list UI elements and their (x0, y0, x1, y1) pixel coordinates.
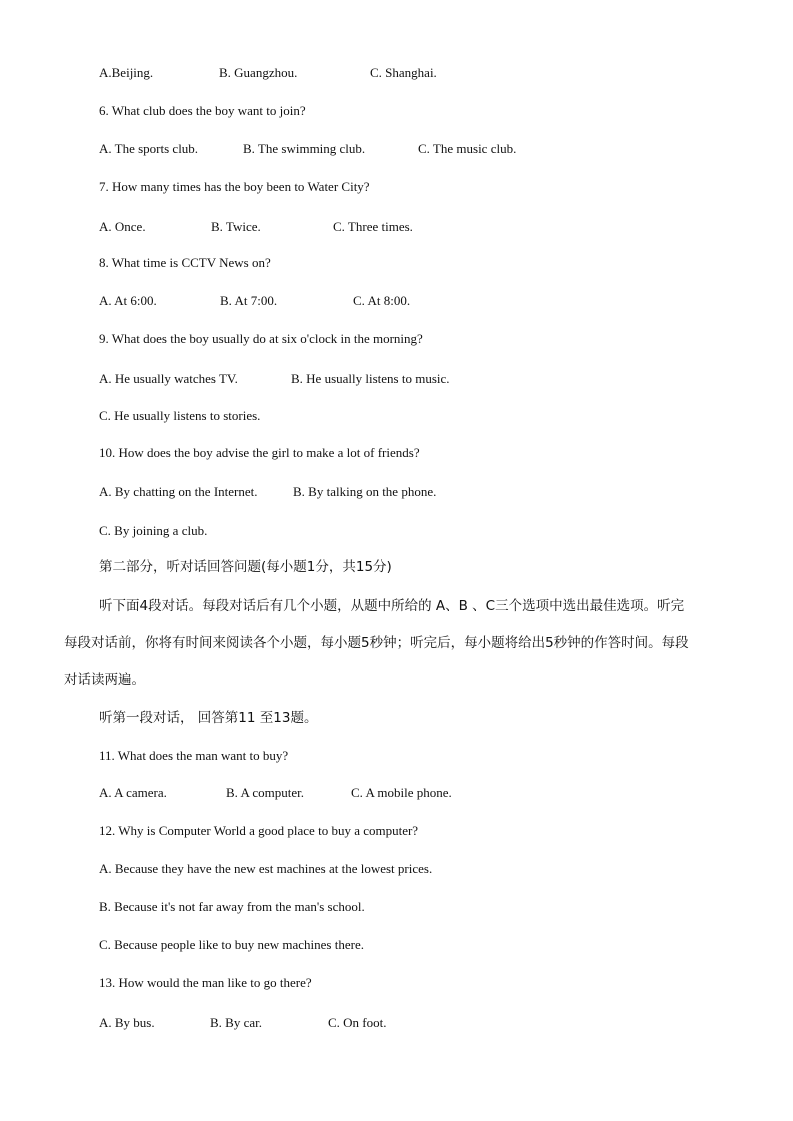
q10-option-a: A. By chatting on the Internet. (99, 484, 258, 499)
section-intro: 听第一段对话， 回答第11 至13题。 (99, 710, 318, 726)
part2-instructions-line1: 听下面4段对话。每段对话后有几个小题，从题中所给的 A、B 、C三个选项中选出最佳选项。听完 (99, 598, 685, 614)
q7-question: 7. How many times has the boy been to Water City? (99, 179, 370, 194)
q13-question: 13. How would the man like to go there? (99, 975, 312, 990)
q7-option-c: C. Three times. (333, 219, 413, 234)
q5-option-c: C. Shanghai. (370, 65, 437, 80)
part2-heading: 第二部分，听对话回答问题(每小题1分，共15分) (99, 559, 392, 575)
q12-option-b: B. Because it's not far away from the man's school. (99, 899, 365, 914)
q9-option-c: C. He usually listens to stories. (99, 408, 261, 423)
q11-option-b: B. A computer. (226, 785, 304, 800)
q9-question: 9. What does the boy usually do at six o'clock in the morning? (99, 331, 423, 346)
q6-option-a: A. The sports club. (99, 141, 199, 156)
q8-option-a: A. At 6:00. (99, 293, 157, 308)
q7-option-b: B. Twice. (211, 219, 261, 234)
q5-option-a: A.Beijing. (99, 65, 154, 80)
q6-question: 6. What club does the boy want to join? (99, 103, 306, 118)
q10-option-c: C. By joining a club. (99, 523, 208, 538)
q10-option-b: B. By talking on the phone. (293, 484, 437, 499)
q12-option-c: C. Because people like to buy new machines there. (99, 937, 364, 952)
q7-option-a: A. Once. (99, 219, 146, 234)
part2-instructions-line3: 对话读两遍。 (64, 672, 145, 688)
q8-option-b: B. At 7:00. (220, 293, 278, 308)
q9-option-a: A. He usually watches TV. (99, 371, 238, 386)
q13-option-b: B. By car. (210, 1015, 262, 1030)
q10-question: 10. How does the boy advise the girl to make a lot of friends? (99, 445, 420, 460)
q13-option-a: A. By bus. (99, 1015, 155, 1030)
q12-option-a: A. Because they have the new est machines at the lowest prices. (99, 861, 433, 876)
q12-question: 12. Why is Computer World a good place to buy a computer? (99, 823, 419, 838)
q8-question: 8. What time is CCTV News on? (99, 255, 271, 270)
q8-option-c: C. At 8:00. (353, 293, 411, 308)
q6-option-b: B. The swimming club. (243, 141, 366, 156)
q9-option-b: B. He usually listens to music. (291, 371, 450, 386)
q11-question: 11. What does the man want to buy? (99, 748, 289, 763)
q13-option-c: C. On foot. (328, 1015, 387, 1030)
q6-option-c: C. The music club. (418, 141, 517, 156)
q11-option-c: C. A mobile phone. (351, 785, 452, 800)
q11-option-a: A. A camera. (99, 785, 167, 800)
q5-option-b: B. Guangzhou. (219, 65, 298, 80)
part2-instructions-line2: 每段对话前，你将有时间来阅读各个小题，每小题5秒钟；听完后，每小题将给出5秒钟的作答时间。每段 (64, 635, 689, 651)
